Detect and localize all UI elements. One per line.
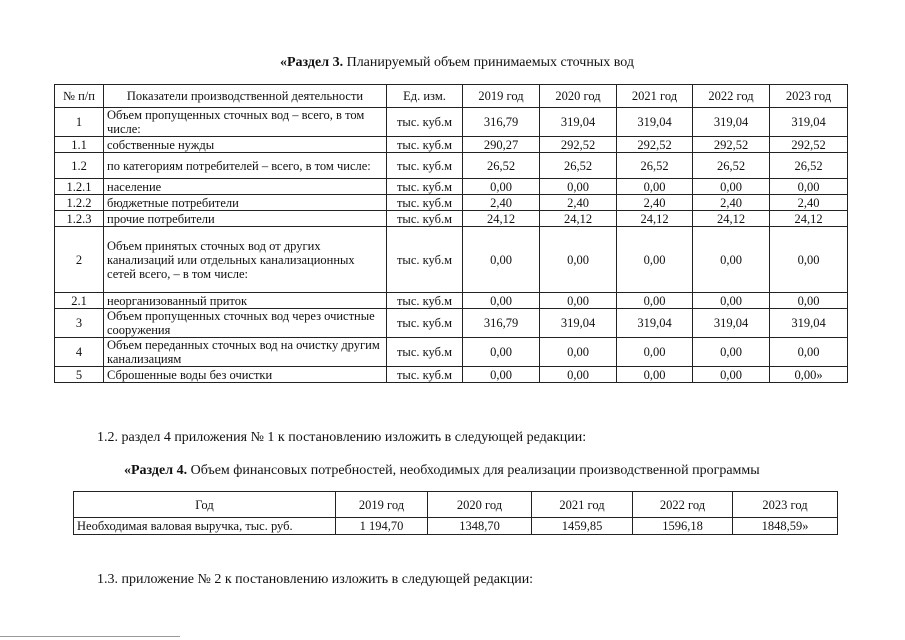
value-cell: 0,00 (540, 367, 617, 383)
column-header: 2021 год (532, 492, 633, 518)
unit: тыс. куб.м (387, 309, 463, 338)
column-header: 2020 год (540, 85, 617, 108)
value-cell: 0,00 (770, 179, 848, 195)
value-cell: 319,04 (693, 108, 770, 137)
column-header: 2019 год (336, 492, 428, 518)
column-header: Ед. изм. (387, 85, 463, 108)
value-cell: 0,00 (540, 293, 617, 309)
indicator-name: Сброшенные воды без очистки (104, 367, 387, 383)
column-header: 2023 год (770, 85, 848, 108)
unit: тыс. куб.м (387, 137, 463, 153)
unit: тыс. куб.м (387, 211, 463, 227)
value-cell: 26,52 (617, 153, 693, 179)
value-cell: 0,00 (463, 293, 540, 309)
section3-title-bold: «Раздел 3. (280, 55, 344, 70)
table-row (74, 518, 838, 535)
value-cell: 2,40 (617, 195, 693, 211)
column-header: Год (74, 492, 336, 518)
column-header: 2022 год (633, 492, 733, 518)
indicator-name: по категориям потребителей – всего, в том числе: (104, 153, 387, 179)
column-header: 2019 год (463, 85, 540, 108)
row-number: 3 (55, 309, 104, 338)
row-number: 1.1 (55, 137, 104, 153)
value-cell: 0,00 (617, 293, 693, 309)
value-cell: 292,52 (770, 137, 848, 153)
row-number: 2 (55, 227, 104, 293)
value-cell: 1848,59» (733, 518, 838, 535)
value-cell: 24,12 (463, 211, 540, 227)
indicator-name: собственные нужды (104, 137, 387, 153)
value-cell: 290,27 (463, 137, 540, 153)
section3-title (280, 55, 634, 71)
indicator-name: Объем пропущенных сточных вод через очистные сооружения (104, 309, 387, 338)
table-row (55, 309, 848, 338)
column-header: Показатели производственной деятельности (104, 85, 387, 108)
column-header: 2023 год (733, 492, 838, 518)
value-cell: 2,40 (770, 195, 848, 211)
paragraph-1-2: 1.2. раздел 4 приложения № 1 к постановлению изложить в следующей редакции: (97, 430, 587, 445)
value-cell: 24,12 (693, 211, 770, 227)
value-cell: 24,12 (617, 211, 693, 227)
row-number: 1.2 (55, 153, 104, 179)
value-cell: 319,04 (693, 309, 770, 338)
value-cell: 0,00 (617, 367, 693, 383)
value-cell: 2,40 (540, 195, 617, 211)
value-cell: 0,00 (693, 179, 770, 195)
indicator-name: прочие потребители (104, 211, 387, 227)
table-header-row (55, 85, 848, 108)
indicator-name: население (104, 179, 387, 195)
value-cell: 0,00 (463, 179, 540, 195)
indicator-name: Объем переданных сточных вод на очистку другим канализациям (104, 338, 387, 367)
value-cell: 24,12 (540, 211, 617, 227)
value-cell: 0,00 (693, 338, 770, 367)
table-row (55, 227, 848, 293)
value-cell: 1596,18 (633, 518, 733, 535)
table-row (55, 211, 848, 227)
unit: тыс. куб.м (387, 227, 463, 293)
value-cell: 0,00 (463, 367, 540, 383)
row-number: 1 (55, 108, 104, 137)
section4-title (124, 463, 760, 479)
value-cell: 319,04 (617, 108, 693, 137)
value-cell: 0,00 (463, 227, 540, 293)
section3-title-rest: Планируемый объем принимаемых сточных вод (343, 55, 634, 70)
row-number: 2.1 (55, 293, 104, 309)
section4-title-bold: «Раздел 4. (124, 463, 188, 478)
value-cell: 2,40 (463, 195, 540, 211)
section4-title-rest: Объем финансовых потребностей, необходимых для реализации производственной программы (187, 463, 760, 478)
value-cell: 0,00 (693, 227, 770, 293)
unit: тыс. куб.м (387, 195, 463, 211)
value-cell: 0,00 (770, 338, 848, 367)
unit: тыс. куб.м (387, 293, 463, 309)
value-cell: 0,00 (770, 293, 848, 309)
value-cell: 0,00 (693, 293, 770, 309)
indicator-name: неорганизованный приток (104, 293, 387, 309)
value-cell: 319,04 (540, 309, 617, 338)
table-row (55, 179, 848, 195)
indicator-name: Объем пропущенных сточных вод – всего, в том числе: (104, 108, 387, 137)
value-cell: 316,79 (463, 108, 540, 137)
value-cell: 0,00 (617, 227, 693, 293)
value-cell: 316,79 (463, 309, 540, 338)
value-cell: 1 194,70 (336, 518, 428, 535)
value-cell: 26,52 (770, 153, 848, 179)
value-cell: 319,04 (770, 309, 848, 338)
unit: тыс. куб.м (387, 367, 463, 383)
value-cell: 292,52 (693, 137, 770, 153)
indicator-name: Объем принятых сточных вод от других канализаций или отдельных канализационных сетей всего, – в том числе: (104, 227, 387, 293)
value-cell: 24,12 (770, 211, 848, 227)
indicator-name: Необходимая валовая выручка, тыс. руб. (74, 518, 336, 535)
value-cell: 26,52 (540, 153, 617, 179)
value-cell: 2,40 (693, 195, 770, 211)
table-row (55, 338, 848, 367)
unit: тыс. куб.м (387, 108, 463, 137)
value-cell: 26,52 (463, 153, 540, 179)
value-cell: 0,00 (617, 338, 693, 367)
indicator-name: бюджетные потребители (104, 195, 387, 211)
value-cell: 319,04 (617, 309, 693, 338)
row-number: 4 (55, 338, 104, 367)
unit: тыс. куб.м (387, 153, 463, 179)
value-cell: 0,00 (770, 227, 848, 293)
row-number: 1.2.2 (55, 195, 104, 211)
financial-needs-table (73, 491, 838, 535)
value-cell: 0,00 (463, 338, 540, 367)
value-cell: 0,00» (770, 367, 848, 383)
footer-divider (0, 636, 180, 637)
row-number: 1.2.1 (55, 179, 104, 195)
column-header: № п/п (55, 85, 104, 108)
value-cell: 319,04 (540, 108, 617, 137)
row-number: 5 (55, 367, 104, 383)
value-cell: 1459,85 (532, 518, 633, 535)
value-cell: 292,52 (540, 137, 617, 153)
value-cell: 1348,70 (428, 518, 532, 535)
table-row (55, 367, 848, 383)
paragraph-1-3: 1.3. приложение № 2 к постановлению изложить в следующей редакции: (97, 572, 534, 587)
table-header-row (74, 492, 838, 518)
value-cell: 26,52 (693, 153, 770, 179)
column-header: 2020 год (428, 492, 532, 518)
table-row (55, 137, 848, 153)
row-number: 1.2.3 (55, 211, 104, 227)
table-row (55, 293, 848, 309)
value-cell: 292,52 (617, 137, 693, 153)
table-row (55, 153, 848, 179)
unit: тыс. куб.м (387, 338, 463, 367)
value-cell: 0,00 (540, 227, 617, 293)
planned-wastewater-table (54, 84, 848, 383)
column-header: 2022 год (693, 85, 770, 108)
unit: тыс. куб.м (387, 179, 463, 195)
value-cell: 0,00 (540, 179, 617, 195)
value-cell: 0,00 (693, 367, 770, 383)
table-row (55, 195, 848, 211)
column-header: 2021 год (617, 85, 693, 108)
value-cell: 0,00 (617, 179, 693, 195)
value-cell: 0,00 (540, 338, 617, 367)
value-cell: 319,04 (770, 108, 848, 137)
table-row (55, 108, 848, 137)
